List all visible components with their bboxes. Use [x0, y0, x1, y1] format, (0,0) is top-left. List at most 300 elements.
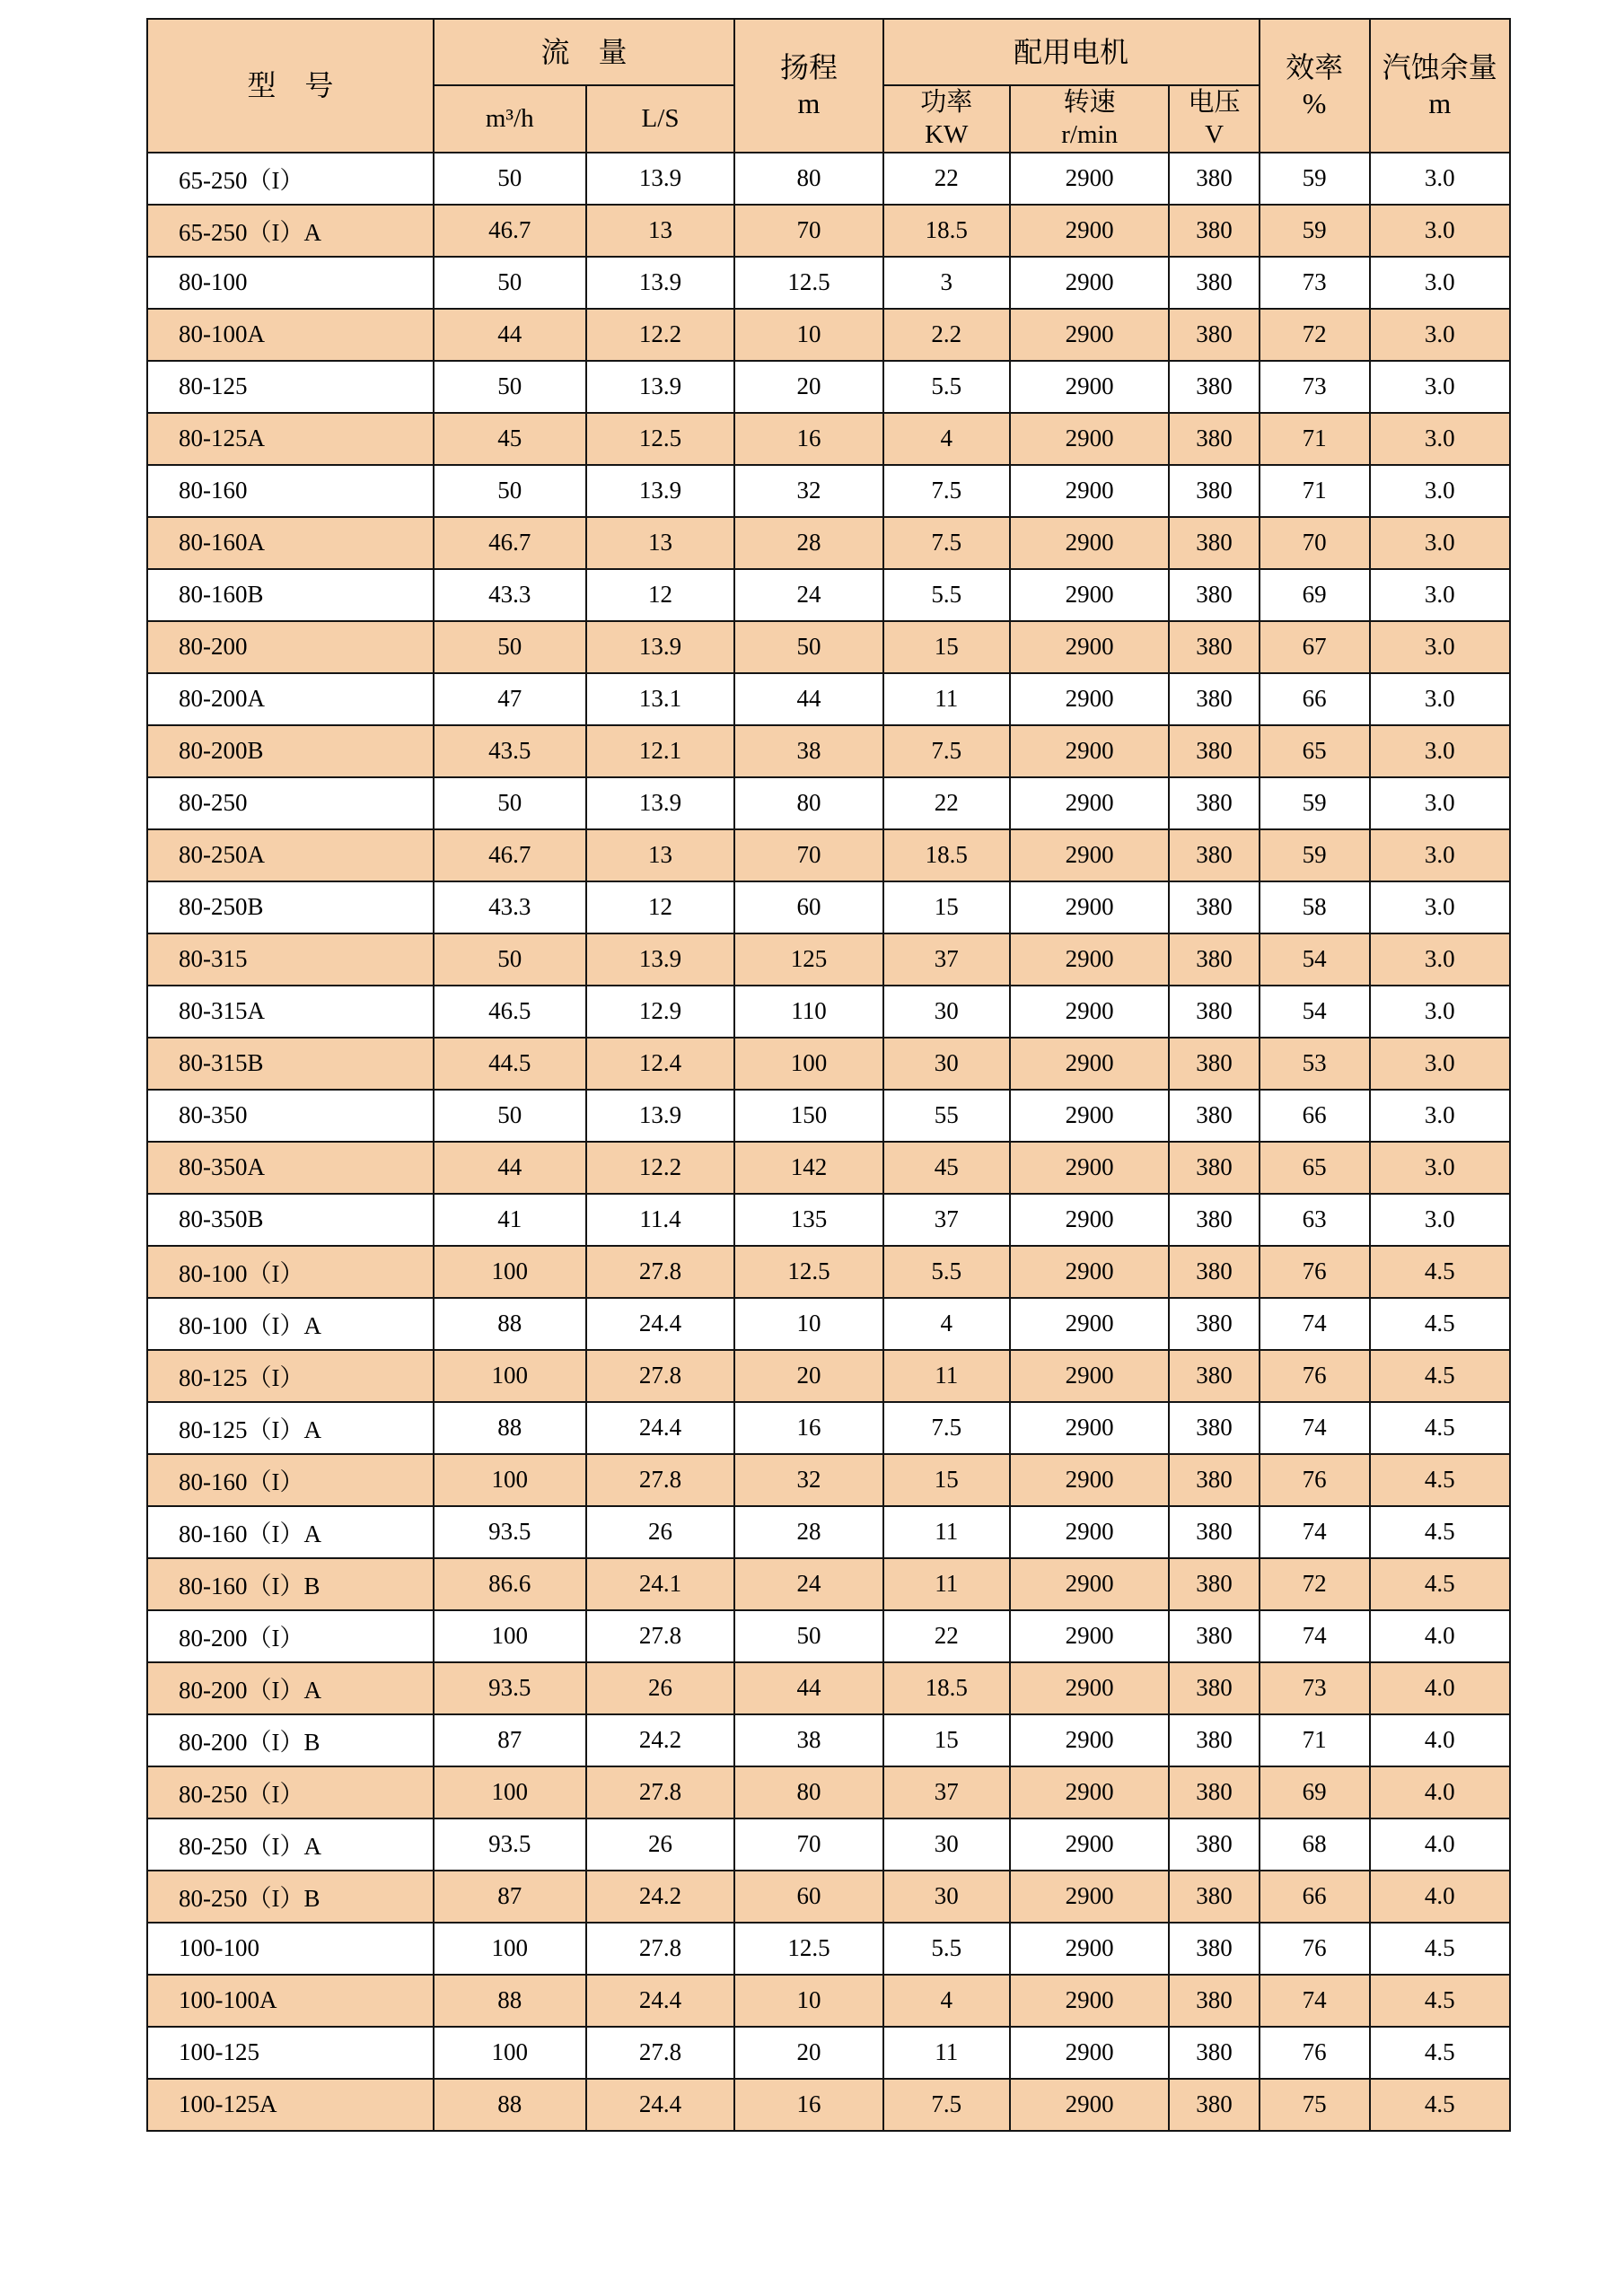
cell-flow-ls: 24.4	[586, 1975, 734, 2027]
cell-flow-ls: 26	[586, 1662, 734, 1714]
cell-flow-m3h: 43.3	[434, 881, 586, 933]
cell-head-m: 10	[734, 1975, 882, 2027]
cell-speed-rpm: 2900	[1010, 517, 1170, 569]
cell-head-m: 38	[734, 1714, 882, 1766]
table-row	[147, 1766, 1510, 1818]
cell-speed-rpm: 2900	[1010, 933, 1170, 986]
cell-npsh-m: 4.5	[1370, 1506, 1510, 1558]
cell-flow-m3h: 93.5	[434, 1818, 586, 1871]
cell-speed-rpm: 2900	[1010, 986, 1170, 1038]
table-row	[147, 309, 1510, 361]
header-model: 型 号	[147, 19, 434, 153]
cell-power-kw: 30	[883, 986, 1010, 1038]
cell-flow-ls: 27.8	[586, 1350, 734, 1402]
cell-flow-ls: 13.9	[586, 257, 734, 309]
cell-speed-rpm: 2900	[1010, 2079, 1170, 2131]
table-header	[147, 19, 1510, 153]
cell-npsh-m: 4.0	[1370, 1871, 1510, 1923]
cell-flow-m3h: 100	[434, 1246, 586, 1298]
cell-efficiency-pct: 53	[1260, 1038, 1370, 1090]
cell-model: 80-250B	[147, 881, 434, 933]
cell-model: 80-160（I）A	[147, 1506, 434, 1558]
cell-power-kw: 37	[883, 1766, 1010, 1818]
cell-voltage-v: 380	[1169, 986, 1259, 1038]
cell-flow-ls: 12.1	[586, 725, 734, 777]
cell-head-m: 28	[734, 517, 882, 569]
cell-efficiency-pct: 59	[1260, 205, 1370, 257]
cell-head-m: 38	[734, 725, 882, 777]
table-row	[147, 1298, 1510, 1350]
cell-flow-m3h: 88	[434, 1975, 586, 2027]
cell-model: 80-250（I）	[147, 1766, 434, 1818]
cell-efficiency-pct: 74	[1260, 1610, 1370, 1662]
cell-voltage-v: 380	[1169, 1246, 1259, 1298]
cell-flow-ls: 27.8	[586, 1454, 734, 1506]
cell-efficiency-pct: 54	[1260, 986, 1370, 1038]
cell-flow-ls: 27.8	[586, 1246, 734, 1298]
cell-model: 80-160A	[147, 517, 434, 569]
cell-voltage-v: 380	[1169, 1038, 1259, 1090]
cell-speed-rpm: 2900	[1010, 1194, 1170, 1246]
cell-npsh-m: 4.5	[1370, 2079, 1510, 2131]
cell-npsh-m: 3.0	[1370, 986, 1510, 1038]
cell-flow-ls: 27.8	[586, 1766, 734, 1818]
cell-flow-ls: 27.8	[586, 2027, 734, 2079]
cell-model: 80-160	[147, 465, 434, 517]
cell-voltage-v: 380	[1169, 1610, 1259, 1662]
table-row	[147, 1350, 1510, 1402]
cell-npsh-m: 3.0	[1370, 309, 1510, 361]
cell-npsh-m: 3.0	[1370, 205, 1510, 257]
header-efficiency-label: 效率	[1286, 51, 1344, 84]
cell-npsh-m: 4.5	[1370, 1402, 1510, 1454]
cell-power-kw: 7.5	[883, 465, 1010, 517]
cell-flow-m3h: 100	[434, 1766, 586, 1818]
cell-voltage-v: 380	[1169, 1714, 1259, 1766]
cell-flow-m3h: 50	[434, 621, 586, 673]
table-row	[147, 881, 1510, 933]
cell-model: 80-250（I）B	[147, 1871, 434, 1923]
cell-speed-rpm: 2900	[1010, 1454, 1170, 1506]
cell-power-kw: 30	[883, 1871, 1010, 1923]
cell-model: 65-250（I）A	[147, 205, 434, 257]
cell-voltage-v: 380	[1169, 829, 1259, 881]
cell-efficiency-pct: 74	[1260, 1975, 1370, 2027]
cell-voltage-v: 380	[1169, 361, 1259, 413]
header-power-unit: KW	[925, 120, 969, 150]
cell-flow-ls: 12.5	[586, 413, 734, 465]
cell-speed-rpm: 2900	[1010, 1558, 1170, 1610]
cell-power-kw: 7.5	[883, 517, 1010, 569]
cell-head-m: 50	[734, 1610, 882, 1662]
cell-power-kw: 55	[883, 1090, 1010, 1142]
cell-speed-rpm: 2900	[1010, 621, 1170, 673]
header-flow-ls: L/S	[586, 85, 734, 153]
cell-efficiency-pct: 69	[1260, 1766, 1370, 1818]
cell-voltage-v: 380	[1169, 1298, 1259, 1350]
cell-speed-rpm: 2900	[1010, 465, 1170, 517]
header-speed-label: 转速	[1063, 88, 1116, 117]
header-power-label: 功率	[920, 88, 973, 117]
cell-speed-rpm: 2900	[1010, 1610, 1170, 1662]
table-row	[147, 1246, 1510, 1298]
cell-voltage-v: 380	[1169, 725, 1259, 777]
header-speed-unit: r/min	[1061, 120, 1119, 150]
cell-model: 80-100A	[147, 309, 434, 361]
cell-speed-rpm: 2900	[1010, 1871, 1170, 1923]
cell-model: 80-125（I）A	[147, 1402, 434, 1454]
cell-efficiency-pct: 74	[1260, 1298, 1370, 1350]
cell-model: 80-160B	[147, 569, 434, 621]
cell-model: 80-200	[147, 621, 434, 673]
table-row	[147, 465, 1510, 517]
header-power	[883, 85, 1010, 153]
cell-head-m: 20	[734, 361, 882, 413]
cell-model: 80-250	[147, 777, 434, 829]
cell-model: 80-100	[147, 257, 434, 309]
cell-head-m: 60	[734, 1871, 882, 1923]
cell-power-kw: 18.5	[883, 829, 1010, 881]
table-row	[147, 517, 1510, 569]
cell-model: 80-315A	[147, 986, 434, 1038]
cell-efficiency-pct: 76	[1260, 1246, 1370, 1298]
cell-speed-rpm: 2900	[1010, 881, 1170, 933]
cell-power-kw: 11	[883, 1558, 1010, 1610]
cell-npsh-m: 3.0	[1370, 1142, 1510, 1194]
cell-flow-m3h: 87	[434, 1714, 586, 1766]
cell-flow-ls: 26	[586, 1506, 734, 1558]
cell-voltage-v: 380	[1169, 1923, 1259, 1975]
cell-voltage-v: 380	[1169, 1662, 1259, 1714]
cell-efficiency-pct: 69	[1260, 569, 1370, 621]
cell-speed-rpm: 2900	[1010, 725, 1170, 777]
table-row	[147, 257, 1510, 309]
cell-power-kw: 7.5	[883, 1402, 1010, 1454]
header-npsh-label: 汽蚀余量	[1382, 51, 1497, 84]
cell-power-kw: 15	[883, 881, 1010, 933]
cell-power-kw: 45	[883, 1142, 1010, 1194]
cell-power-kw: 2.2	[883, 309, 1010, 361]
cell-power-kw: 5.5	[883, 569, 1010, 621]
cell-model: 80-200（I）B	[147, 1714, 434, 1766]
cell-npsh-m: 4.0	[1370, 1766, 1510, 1818]
cell-power-kw: 11	[883, 2027, 1010, 2079]
table-row	[147, 1402, 1510, 1454]
cell-efficiency-pct: 71	[1260, 465, 1370, 517]
pump-spec-table	[146, 18, 1511, 2132]
table-row	[147, 1142, 1510, 1194]
cell-flow-ls: 13.9	[586, 465, 734, 517]
cell-npsh-m: 3.0	[1370, 777, 1510, 829]
cell-head-m: 16	[734, 413, 882, 465]
cell-head-m: 12.5	[734, 1246, 882, 1298]
cell-efficiency-pct: 71	[1260, 413, 1370, 465]
cell-head-m: 10	[734, 1298, 882, 1350]
cell-head-m: 12.5	[734, 1923, 882, 1975]
cell-flow-ls: 24.2	[586, 1871, 734, 1923]
table-row	[147, 933, 1510, 986]
cell-voltage-v: 380	[1169, 1350, 1259, 1402]
cell-flow-ls: 27.8	[586, 1923, 734, 1975]
table-row	[147, 673, 1510, 725]
cell-head-m: 20	[734, 1350, 882, 1402]
table-row	[147, 829, 1510, 881]
table-row	[147, 621, 1510, 673]
cell-efficiency-pct: 72	[1260, 1558, 1370, 1610]
cell-efficiency-pct: 66	[1260, 673, 1370, 725]
cell-power-kw: 4	[883, 413, 1010, 465]
cell-flow-m3h: 88	[434, 2079, 586, 2131]
cell-efficiency-pct: 74	[1260, 1506, 1370, 1558]
table-row	[147, 361, 1510, 413]
table-row	[147, 1923, 1510, 1975]
cell-flow-ls: 27.8	[586, 1610, 734, 1662]
table-row	[147, 1454, 1510, 1506]
cell-efficiency-pct: 70	[1260, 517, 1370, 569]
cell-voltage-v: 380	[1169, 2027, 1259, 2079]
cell-head-m: 16	[734, 1402, 882, 1454]
cell-efficiency-pct: 65	[1260, 725, 1370, 777]
cell-flow-ls: 24.4	[586, 2079, 734, 2131]
cell-efficiency-pct: 75	[1260, 2079, 1370, 2131]
cell-head-m: 100	[734, 1038, 882, 1090]
cell-head-m: 24	[734, 569, 882, 621]
header-voltage	[1169, 85, 1259, 153]
cell-speed-rpm: 2900	[1010, 777, 1170, 829]
cell-model: 100-100A	[147, 1975, 434, 2027]
cell-efficiency-pct: 58	[1260, 881, 1370, 933]
cell-speed-rpm: 2900	[1010, 413, 1170, 465]
cell-power-kw: 15	[883, 1714, 1010, 1766]
cell-head-m: 110	[734, 986, 882, 1038]
cell-speed-rpm: 2900	[1010, 1142, 1170, 1194]
cell-flow-ls: 13	[586, 829, 734, 881]
cell-model: 80-250A	[147, 829, 434, 881]
cell-flow-ls: 24.2	[586, 1714, 734, 1766]
cell-npsh-m: 3.0	[1370, 569, 1510, 621]
table-row	[147, 1818, 1510, 1871]
cell-flow-ls: 12	[586, 881, 734, 933]
cell-head-m: 20	[734, 2027, 882, 2079]
cell-flow-m3h: 50	[434, 361, 586, 413]
cell-voltage-v: 380	[1169, 1506, 1259, 1558]
cell-head-m: 50	[734, 621, 882, 673]
table-row	[147, 153, 1510, 205]
cell-voltage-v: 380	[1169, 1871, 1259, 1923]
cell-npsh-m: 4.5	[1370, 1558, 1510, 1610]
header-voltage-unit: V	[1205, 120, 1225, 150]
cell-npsh-m: 3.0	[1370, 465, 1510, 517]
table-row	[147, 413, 1510, 465]
cell-flow-ls: 26	[586, 1818, 734, 1871]
header-efficiency-unit: %	[1302, 87, 1327, 120]
cell-flow-ls: 13	[586, 517, 734, 569]
cell-power-kw: 5.5	[883, 1923, 1010, 1975]
cell-power-kw: 3	[883, 257, 1010, 309]
cell-flow-m3h: 44	[434, 309, 586, 361]
cell-flow-m3h: 46.7	[434, 205, 586, 257]
cell-head-m: 70	[734, 1818, 882, 1871]
cell-model: 80-100（I）	[147, 1246, 434, 1298]
cell-speed-rpm: 2900	[1010, 673, 1170, 725]
cell-voltage-v: 380	[1169, 1454, 1259, 1506]
cell-head-m: 80	[734, 153, 882, 205]
cell-flow-m3h: 100	[434, 1454, 586, 1506]
cell-flow-ls: 13	[586, 205, 734, 257]
table-row	[147, 1871, 1510, 1923]
cell-flow-ls: 13.9	[586, 621, 734, 673]
cell-efficiency-pct: 72	[1260, 309, 1370, 361]
cell-voltage-v: 380	[1169, 933, 1259, 986]
cell-speed-rpm: 2900	[1010, 1923, 1170, 1975]
cell-speed-rpm: 2900	[1010, 257, 1170, 309]
cell-model: 80-200A	[147, 673, 434, 725]
cell-speed-rpm: 2900	[1010, 569, 1170, 621]
cell-power-kw: 7.5	[883, 725, 1010, 777]
cell-voltage-v: 380	[1169, 569, 1259, 621]
table-row	[147, 2027, 1510, 2079]
cell-power-kw: 18.5	[883, 205, 1010, 257]
cell-efficiency-pct: 66	[1260, 1871, 1370, 1923]
cell-flow-m3h: 50	[434, 257, 586, 309]
cell-npsh-m: 4.5	[1370, 1975, 1510, 2027]
cell-npsh-m: 4.5	[1370, 1923, 1510, 1975]
header-motor-group: 配用电机	[883, 19, 1260, 85]
header-voltage-label: 电压	[1188, 88, 1241, 117]
cell-speed-rpm: 2900	[1010, 1090, 1170, 1142]
cell-flow-ls: 24.1	[586, 1558, 734, 1610]
header-npsh-unit: m	[1428, 87, 1452, 120]
cell-flow-m3h: 50	[434, 153, 586, 205]
cell-efficiency-pct: 73	[1260, 361, 1370, 413]
cell-model: 80-125	[147, 361, 434, 413]
cell-speed-rpm: 2900	[1010, 1506, 1170, 1558]
cell-npsh-m: 4.5	[1370, 1298, 1510, 1350]
table-row	[147, 205, 1510, 257]
cell-npsh-m: 3.0	[1370, 673, 1510, 725]
cell-model: 80-200B	[147, 725, 434, 777]
cell-npsh-m: 3.0	[1370, 517, 1510, 569]
cell-efficiency-pct: 59	[1260, 153, 1370, 205]
cell-flow-m3h: 43.5	[434, 725, 586, 777]
cell-efficiency-pct: 76	[1260, 2027, 1370, 2079]
cell-flow-m3h: 46.7	[434, 829, 586, 881]
header-head-unit: m	[797, 87, 821, 120]
cell-voltage-v: 380	[1169, 257, 1259, 309]
header-head	[734, 19, 882, 153]
cell-npsh-m: 4.0	[1370, 1662, 1510, 1714]
cell-voltage-v: 380	[1169, 1142, 1259, 1194]
cell-model: 80-125A	[147, 413, 434, 465]
table-row	[147, 1038, 1510, 1090]
cell-efficiency-pct: 71	[1260, 1714, 1370, 1766]
cell-flow-m3h: 46.5	[434, 986, 586, 1038]
cell-power-kw: 11	[883, 1506, 1010, 1558]
cell-speed-rpm: 2900	[1010, 1766, 1170, 1818]
cell-model: 80-315	[147, 933, 434, 986]
cell-voltage-v: 380	[1169, 1818, 1259, 1871]
cell-speed-rpm: 2900	[1010, 1975, 1170, 2027]
cell-flow-ls: 13.9	[586, 361, 734, 413]
header-flow-group: 流 量	[434, 19, 734, 85]
table-row	[147, 1506, 1510, 1558]
cell-flow-m3h: 50	[434, 933, 586, 986]
cell-flow-ls: 13.9	[586, 777, 734, 829]
cell-flow-ls: 11.4	[586, 1194, 734, 1246]
cell-model: 80-200（I）A	[147, 1662, 434, 1714]
cell-flow-m3h: 93.5	[434, 1662, 586, 1714]
cell-speed-rpm: 2900	[1010, 1350, 1170, 1402]
cell-efficiency-pct: 59	[1260, 777, 1370, 829]
cell-flow-ls: 13.1	[586, 673, 734, 725]
cell-power-kw: 4	[883, 1975, 1010, 2027]
cell-head-m: 142	[734, 1142, 882, 1194]
cell-npsh-m: 3.0	[1370, 725, 1510, 777]
table-row	[147, 725, 1510, 777]
cell-efficiency-pct: 76	[1260, 1454, 1370, 1506]
cell-speed-rpm: 2900	[1010, 153, 1170, 205]
cell-efficiency-pct: 67	[1260, 621, 1370, 673]
cell-voltage-v: 380	[1169, 517, 1259, 569]
cell-model: 80-160（I）	[147, 1454, 434, 1506]
cell-speed-rpm: 2900	[1010, 309, 1170, 361]
cell-flow-m3h: 88	[434, 1298, 586, 1350]
cell-flow-m3h: 44	[434, 1142, 586, 1194]
cell-head-m: 44	[734, 1662, 882, 1714]
cell-efficiency-pct: 63	[1260, 1194, 1370, 1246]
cell-efficiency-pct: 54	[1260, 933, 1370, 986]
cell-head-m: 80	[734, 1766, 882, 1818]
cell-voltage-v: 380	[1169, 413, 1259, 465]
cell-voltage-v: 380	[1169, 1558, 1259, 1610]
cell-speed-rpm: 2900	[1010, 829, 1170, 881]
cell-voltage-v: 380	[1169, 1975, 1259, 2027]
cell-model: 80-350B	[147, 1194, 434, 1246]
cell-flow-ls: 24.4	[586, 1298, 734, 1350]
cell-efficiency-pct: 76	[1260, 1350, 1370, 1402]
cell-head-m: 60	[734, 881, 882, 933]
cell-voltage-v: 380	[1169, 1090, 1259, 1142]
header-efficiency	[1260, 19, 1370, 153]
cell-npsh-m: 4.5	[1370, 1246, 1510, 1298]
cell-head-m: 10	[734, 309, 882, 361]
cell-flow-m3h: 46.7	[434, 517, 586, 569]
cell-npsh-m: 3.0	[1370, 829, 1510, 881]
cell-voltage-v: 380	[1169, 881, 1259, 933]
cell-npsh-m: 4.5	[1370, 1350, 1510, 1402]
cell-head-m: 150	[734, 1090, 882, 1142]
table-row	[147, 1090, 1510, 1142]
cell-head-m: 12.5	[734, 257, 882, 309]
cell-speed-rpm: 2900	[1010, 1662, 1170, 1714]
cell-efficiency-pct: 74	[1260, 1402, 1370, 1454]
cell-efficiency-pct: 73	[1260, 1662, 1370, 1714]
cell-voltage-v: 380	[1169, 309, 1259, 361]
cell-power-kw: 37	[883, 1194, 1010, 1246]
table-row	[147, 1662, 1510, 1714]
cell-head-m: 70	[734, 829, 882, 881]
cell-flow-ls: 12.2	[586, 1142, 734, 1194]
cell-voltage-v: 380	[1169, 673, 1259, 725]
cell-flow-ls: 24.4	[586, 1402, 734, 1454]
cell-speed-rpm: 2900	[1010, 1402, 1170, 1454]
header-flow-m3h: m³/h	[434, 85, 586, 153]
cell-head-m: 28	[734, 1506, 882, 1558]
cell-power-kw: 5.5	[883, 1246, 1010, 1298]
cell-head-m: 70	[734, 205, 882, 257]
cell-power-kw: 30	[883, 1038, 1010, 1090]
cell-flow-m3h: 45	[434, 413, 586, 465]
